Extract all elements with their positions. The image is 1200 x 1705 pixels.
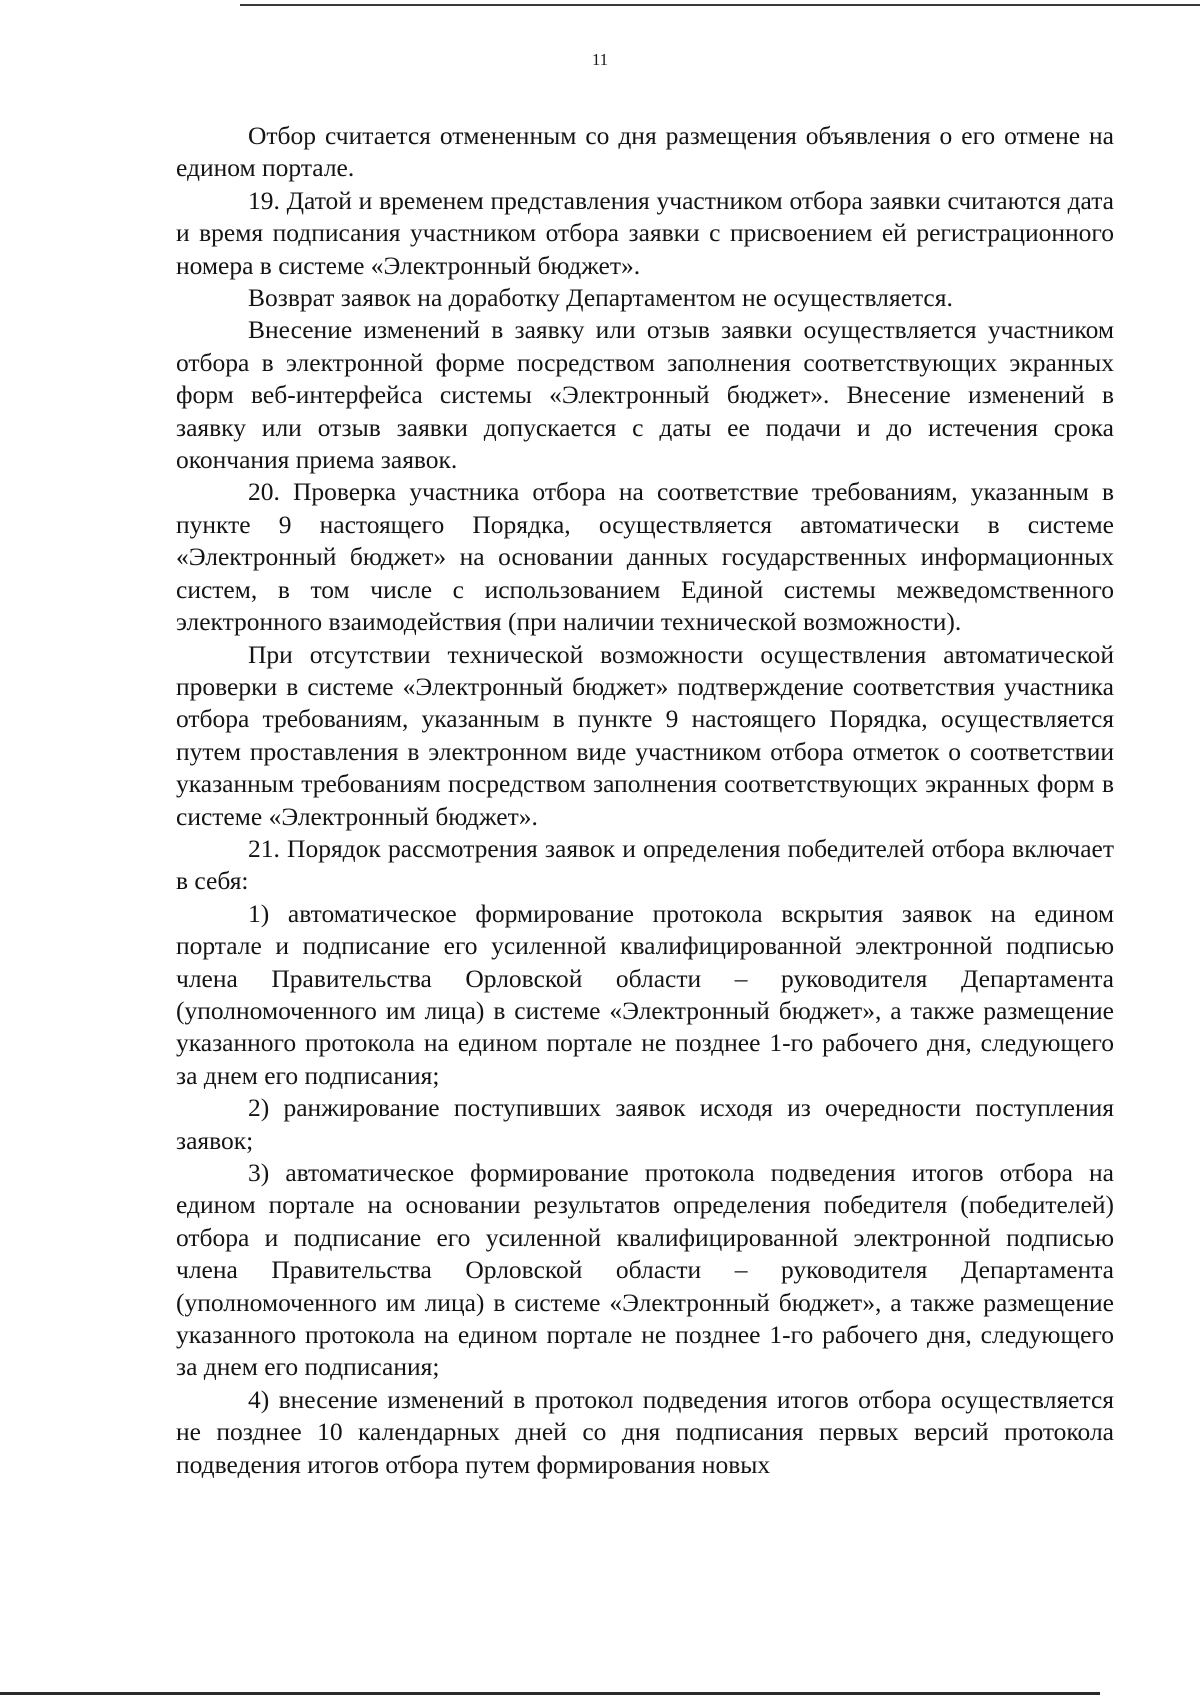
paragraph-changes-withdrawal: Внесение изменений в заявку или отзыв заявки осуществляется участником отбора в электронной форме посредством заполнения соответствующих экранных форм веб-интерфейса системы «Электронный бюджет». Внесение изменений в заявку или отзыв заявки допускается с даты ее подачи и до истечения срока окончания приема заявок. bbox=[176, 315, 1114, 475]
paragraph-clause-19: 19. Датой и временем представления участником отбора заявки считаются дата и время подписания участником отбора заявки с присвоением ей регистрационного номера в системе «Электронный бюджет». bbox=[176, 185, 1114, 280]
paragraph-no-technical-possibility: При отсутствии технической возможности осуществления автоматической проверки в системе «Электронный бюджет» подтверждение соответствия участника отбора требованиям, указанным в пункте 9 настоящего Порядка, осуществляется путем проставления в электронном виде участником отбора отметок о соответствии указанным требованиям посредством заполнения соответствующих экранных форм в системе «Электронный бюджет». bbox=[176, 639, 1114, 831]
paragraph-selection-cancelled: Отбор считается отмененным со дня размещения объявления о его отмене на едином портале. bbox=[176, 121, 1114, 183]
page-number: 11 bbox=[591, 50, 609, 69]
document-body bbox=[176, 120, 1114, 1481]
paragraph-item-2: 2) ранжирование поступивших заявок исходя из очередности поступления заявок; bbox=[176, 1093, 1114, 1155]
bottom-border-line bbox=[0, 1692, 1100, 1695]
paragraph-clause-20: 20. Проверка участника отбора на соответствие требованиям, указанным в пункте 9 настоящего Порядка, осуществляется автоматически в системе «Электронный бюджет» на основании данных государственных информационных систем, в том числе с использованием Единой системы межведомственного электронного взаимодействия (при наличии технической возможности). bbox=[176, 477, 1114, 637]
paragraph-item-3: 3) автоматическое формирование протокола подведения итогов отбора на едином портале на основании результатов определения победителя (победителей) отбора и подписание его усиленной квалифицированной электронной подписью члена Правительства Орловской области – руководителя Департамента (уполномоченного им лица) в системе «Электронный бюджет», а также размещение указанного протокола на едином портале не позднее 1-го рабочего дня, следующего за днем его подписания; bbox=[176, 1158, 1114, 1382]
paragraph-item-1: 1) автоматическое формирование протокола вскрытия заявок на едином портале и подписание его усиленной квалифицированной электронной подписью члена Правительства Орловской области – руководителя Департамента (уполномоченного им лица) в системе «Электронный бюджет», а также размещение указанного протокола на едином портале не позднее 1-го рабочего дня, следующего за днем его подписания; bbox=[176, 898, 1114, 1090]
paragraph-clause-21: 21. Порядок рассмотрения заявок и определения победителей отбора включает в себя: bbox=[176, 833, 1114, 896]
paragraph-no-return: Возврат заявок на доработку Департаментом не осуществляется. bbox=[248, 283, 953, 313]
paragraph-item-4: 4) внесение изменений в протокол подведения итогов отбора осуществляется не позднее 10 календарных дней со дня подписания первых версий протокола подведения итогов отбора путем формирования новых bbox=[176, 1384, 1114, 1479]
top-border-line bbox=[240, 4, 1200, 6]
